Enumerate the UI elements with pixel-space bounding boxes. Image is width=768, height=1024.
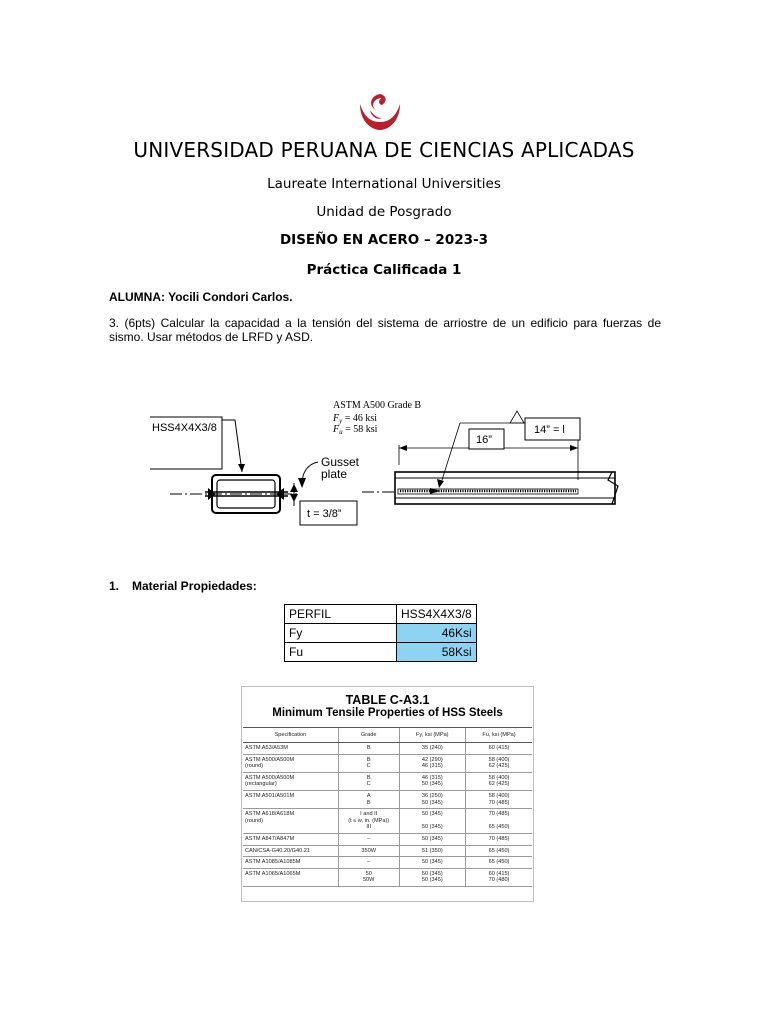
row-label: Fu [285,643,397,662]
table-cell: I and II (t ≤ w, in. (MPa)) III [338,809,399,834]
table-cell: 65 (450) [466,857,532,869]
table-cell: 70 (485) 65 (450) [466,809,532,834]
table-cell: 50 (345) [399,833,465,845]
row-value: 46Ksi [397,624,477,643]
table-cell: ASTM A501/A501M [243,790,338,808]
table-row [243,868,532,886]
table-cell: CAN/CSA-G40.20/G40.21 [243,845,338,857]
thickness-label: t = 3/8” [307,508,342,520]
gusset-label-1: Gusset [321,455,360,469]
dimension-16: 16” [476,434,492,446]
network-name: Laureate International Universities [267,176,501,192]
table-row [243,845,532,857]
table-cell: ASTM A500/A500M (round) [243,754,338,772]
table-cell: 50 (345) 50 (345) [399,809,465,834]
table-row [243,809,532,834]
table-cell: – [338,833,399,845]
svg-text:Fu = 58 ksi: $F_u = 58$ ksi [333,424,378,436]
table-cell: B C [338,772,399,790]
table-row [243,754,532,772]
table-row [243,833,532,845]
table-cell: 60 (415) 70 (480) [466,868,532,886]
table-row [285,605,477,624]
table-cell: 70 (485) [466,833,532,845]
svg-text:Fy = 46 ksi: $F_y = 46$ ksi [333,413,378,425]
gusset-label-2: plate [321,467,348,481]
table-row [285,624,477,643]
section-heading: 1. Material Propiedades: [109,579,257,593]
column-header: Grade [338,728,399,743]
dimension-l: 14” = l [534,424,565,436]
row-value: 58Ksi [397,643,477,662]
bracing-figure [150,380,630,545]
column-header: Fu, ksi (MPa) [466,728,532,743]
section-label: HSS4X4X3/8 [152,422,217,434]
table-cell: 42 (290) 46 (315) [399,754,465,772]
table-cell: 60 (415) [466,743,532,755]
table-cell: 58 (400) 70 (485) [466,790,532,808]
row-label: PERFIL [285,605,397,624]
material-properties-table [284,604,477,662]
university-name: UNIVERSIDAD PERUANA DE CIENCIAS APLICADAS [133,138,635,162]
table-row [285,643,477,662]
table-cell: 50 (345) [399,857,465,869]
unit-name: Unidad de Posgrado [316,204,452,220]
table-cell: ASTM A1065/A1065M [243,868,338,886]
hss-elevation [395,472,615,504]
table-cell: 46 (315) 50 (345) [399,772,465,790]
table-row [243,743,532,755]
material-grade: ASTM A500 Grade B [333,400,422,411]
table-row [243,857,532,869]
column-header: Fy, ksi (MPa) [399,728,465,743]
table-cell: B [338,743,399,755]
table-cell: 35 (240) [399,743,465,755]
table-cell: ASTM A847/A847M [243,833,338,845]
table-cell: ASTM A1085/A1085M [243,857,338,869]
row-label: Fy [285,624,397,643]
hss-steels-table [243,727,532,887]
table-cell: 58 (400) 62 (425) [466,772,532,790]
table-subtitle: Minimum Tensile Properties of HSS Steels [272,707,503,719]
table-cell: 65 (450) [466,845,532,857]
table-cell: A B [338,790,399,808]
course-title: DISEÑO EN ACERO – 2023-3 [279,232,489,248]
university-logo [356,92,404,132]
table-cell: ASTM A618/A618M (round) [243,809,338,834]
table-cell: B C [338,754,399,772]
table-cell: 51 (350) [399,845,465,857]
table-cell: 36 (250) 50 (345) [399,790,465,808]
table-cell: 58 (400) 62 (425) [466,754,532,772]
hss-properties-table-image [241,686,534,902]
table-cell: ASTM A53/A53M [243,743,338,755]
table-row [243,772,532,790]
table-cell: ASTM A500/A500M (rectangular) [243,772,338,790]
table-row [243,790,532,808]
table-cell: 350W [338,845,399,857]
problem-statement: 3. (6pts) Calcular la capacidad a la tensión del sistema de arriostre de un edificio para fuerzas de sismo. Usar métodos de LRFD y ASD. [109,316,661,344]
table-cell: 50 (345) 50 (345) [399,868,465,886]
row-value: HSS4X4X3/8 [397,605,477,624]
exam-title: Práctica Calificada 1 [306,262,462,278]
student-name: ALUMNA: Yocili Condori Carlos. [109,290,293,304]
table-cell: 50 50W [338,868,399,886]
table-cell: – [338,857,399,869]
column-header: Specification [243,728,338,743]
table-title: TABLE C-A3.1 [345,693,430,707]
